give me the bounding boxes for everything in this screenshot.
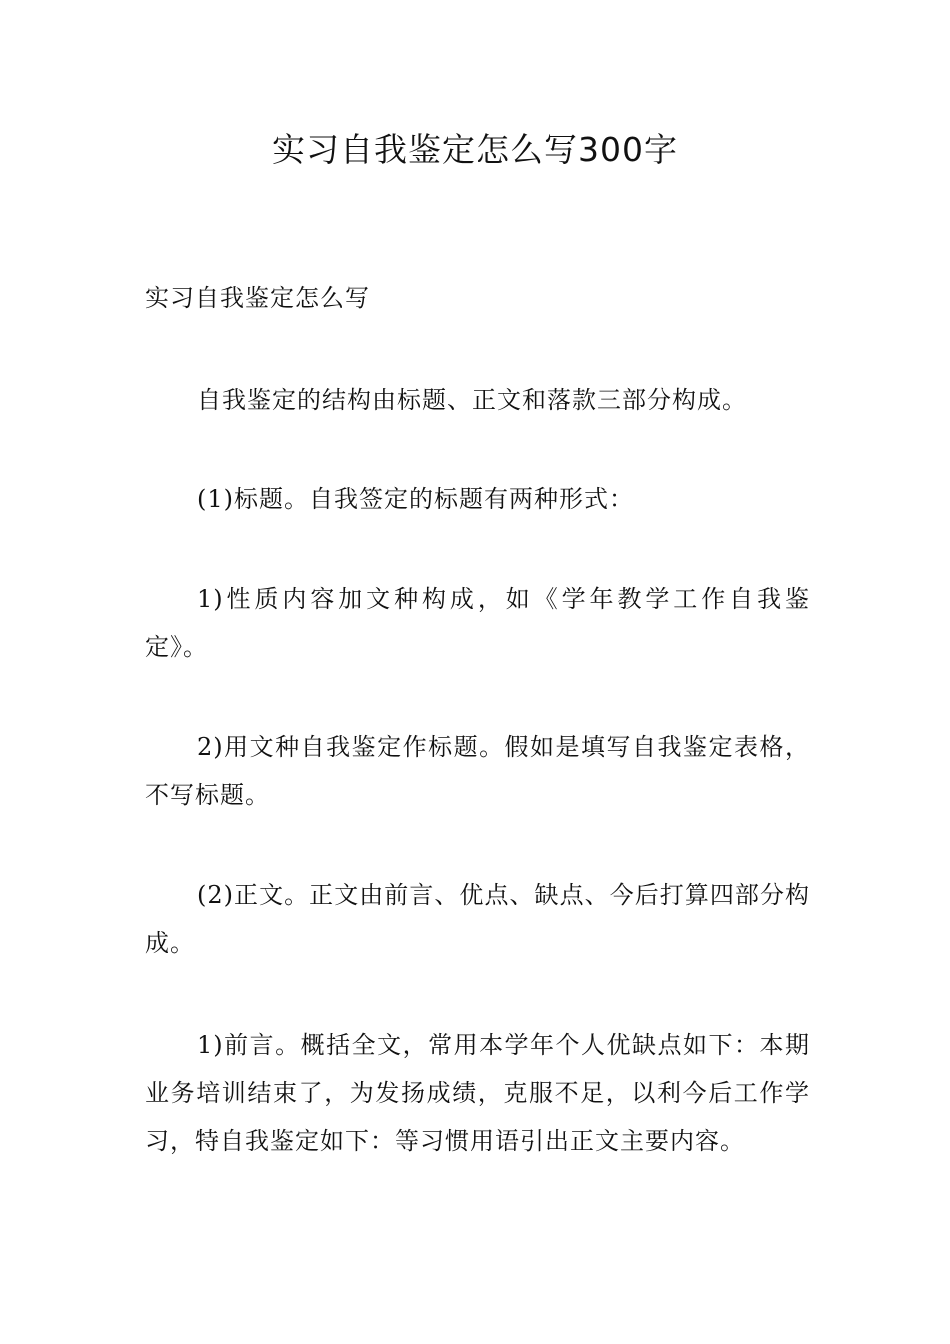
document-title: 实习自我鉴定怎么写300字: [272, 130, 678, 169]
section-subtitle: 实习自我鉴定怎么写: [145, 284, 370, 312]
paragraph-preface: 1)前言。概括全文，常用本学年个人优缺点如下：本期业务培训结束了，为发扬成绩，克服不足，以利今后工作学习，特自我鉴定如下：等习惯用语引出正文主要内容。: [145, 1031, 810, 1155]
paragraph-title-form-2: 2)用文种自我鉴定作标题。假如是填写自我鉴定表格，不写标题。: [145, 733, 810, 809]
paragraph-title-forms: (1)标题。自我签定的标题有两种形式：: [197, 485, 634, 513]
paragraph-title-form-1: 1)性质内容加文种构成，如《学年教学工作自我鉴定》。: [145, 585, 810, 661]
paragraph-body: (2)正文。正文由前言、优点、缺点、今后打算四部分构成。: [145, 881, 810, 957]
paragraph-structure: 自我鉴定的结构由标题、正文和落款三部分构成。: [197, 386, 747, 414]
